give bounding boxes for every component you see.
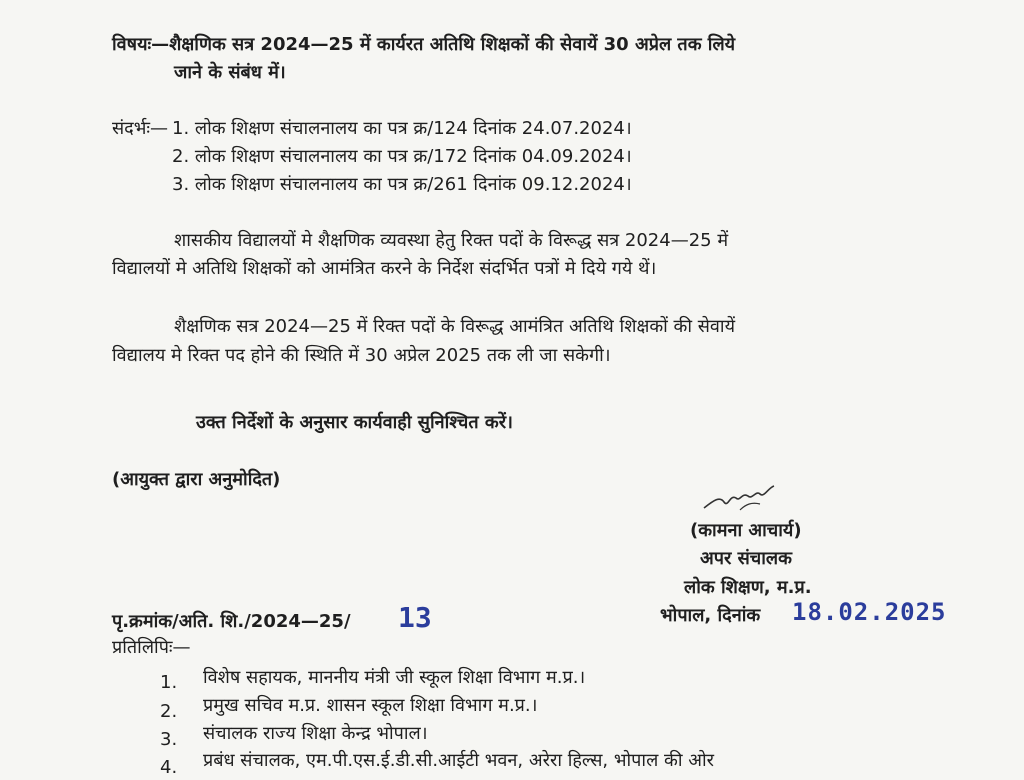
paragraph-1-line-2: विद्यालयों मे अतिथि शिक्षकों को आमंत्रित करने के निर्देश संदर्भित पत्रों मे दिये गये थें। — [112, 258, 657, 279]
paragraph-2-line-2: विद्यालय मे रिक्त पद होने की स्थिति में 30 अप्रेल 2025 तक ली जा सकेगी। — [112, 345, 611, 366]
signatory-name: (कामना आचार्य) — [690, 520, 802, 541]
copy-item-number: 1. — [160, 672, 178, 693]
copy-item-text: विशेष सहायक, माननीय मंत्री जी स्कूल शिक्षा विभाग म.प्र.। — [203, 667, 586, 688]
handwritten-date: 18.02.2025 — [792, 598, 947, 626]
subject-line-2: जाने के संबंध में। — [174, 62, 286, 83]
reference-number-label: पृ.क्रमांक/अति. शि./2024—25/ — [112, 611, 351, 632]
copy-item-number: 2. — [160, 701, 178, 722]
place-date-label: भोपाल, दिनांक — [660, 605, 761, 626]
copy-to-label: प्रतिलिपिः— — [112, 637, 191, 658]
paragraph-1-line-1: शासकीय विद्यालयों मे शैक्षणिक व्यवस्था हेतु रिक्त पदों के विरूद्ध सत्र 2024—25 में — [174, 230, 729, 251]
copy-item-text: प्रमुख सचिव म.प्र. शासन स्कूल शिक्षा विभाग म.प्र.। — [203, 695, 538, 716]
reference-item-3: 3. लोक शिक्षण संचालनालय का पत्र क्र/261 दिनांक 09.12.2024। — [172, 174, 632, 195]
handwritten-reference-number: 13 — [398, 601, 432, 634]
paragraph-2-line-1: शैक्षणिक सत्र 2024—25 में रिक्त पदों के विरूद्ध आमंत्रित अतिथि शिक्षकों की सेवायें — [174, 316, 736, 337]
copy-item-number: 3. — [160, 729, 178, 750]
signatory-designation: अपर संचालक — [700, 548, 792, 569]
instruction-line: उक्त निर्देशों के अनुसार कार्यवाही सुनिश्चित करें। — [196, 412, 513, 433]
approval-note: (आयुक्त द्वारा अनुमोदित) — [112, 469, 281, 490]
reference-item-1: 1. लोक शिक्षण संचालनालय का पत्र क्र/124 दिनांक 24.07.2024। — [172, 118, 632, 139]
subject-line-1: विषयः—शैक्षणिक सत्र 2024—25 में कार्यरत अतिथि शिक्षकों की सेवायें 30 अप्रेल तक लिये — [112, 34, 736, 55]
handwritten-signature — [700, 480, 780, 516]
copy-item-text: प्रबंध संचालक, एम.पी.एस.ई.डी.सी.आईटी भवन, अरेरा हिल्स, भोपाल की ओर — [203, 750, 714, 771]
copy-item-number: 4. — [160, 757, 178, 778]
reference-item-2: 2. लोक शिक्षण संचालनालय का पत्र क्र/172 दिनांक 04.09.2024। — [172, 146, 632, 167]
copy-item-text: संचालक राज्य शिक्षा केन्द्र भोपाल। — [203, 723, 428, 744]
signatory-office: लोक शिक्षण, म.प्र. — [684, 577, 812, 598]
references-prefix: संदर्भः— — [112, 118, 169, 139]
